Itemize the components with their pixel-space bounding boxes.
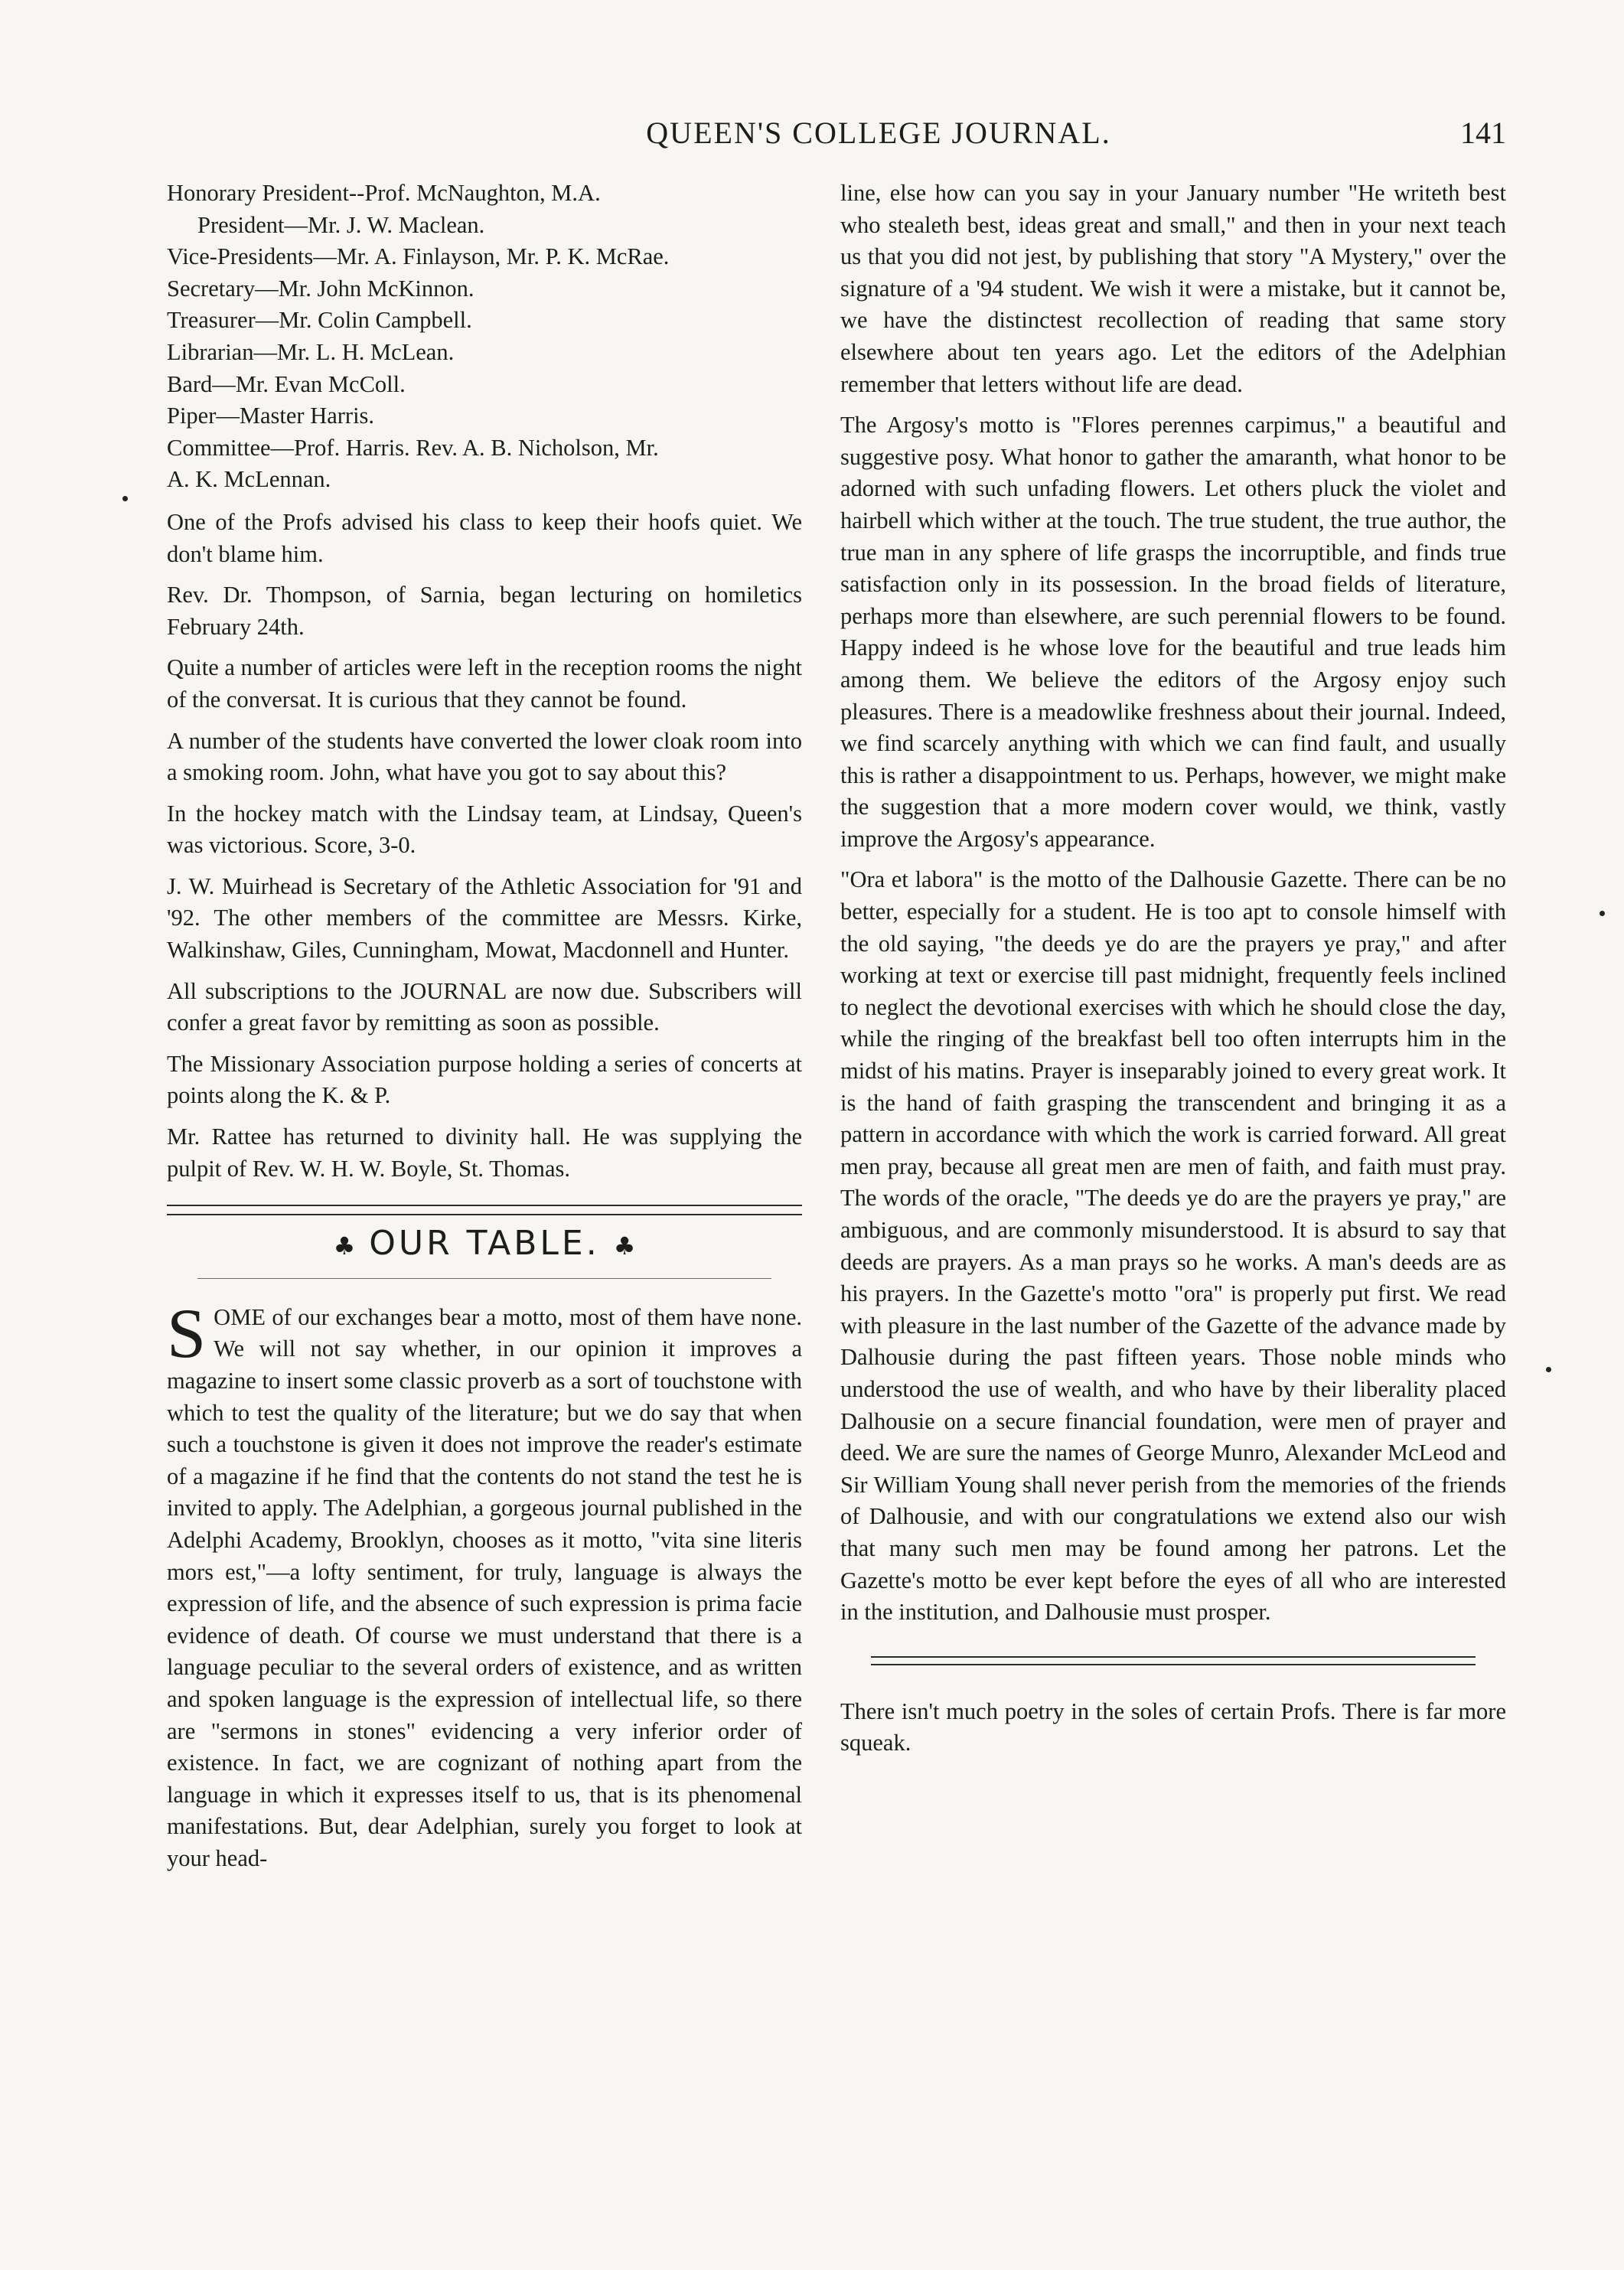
- ornament-icon: ♣: [613, 1231, 636, 1261]
- officer-line: Honorary President--Prof. McNaughton, M.A.: [167, 180, 601, 206]
- ink-speck: [122, 496, 128, 501]
- page-number: 141: [1460, 116, 1506, 150]
- news-item: J. W. Muirhead is Secretary of the Athletic Association for '91 and '92. The other members of the committee are Messrs. Kirke, Walkinshaw, Giles, Cunningham, Mowat, Macdonnell and Hunter.: [167, 872, 802, 964]
- ink-speck: [1600, 911, 1605, 916]
- news-item: All subscriptions to the JOURNAL are now due. Subscribers will confer a great favor by remitting as soon as possible.: [167, 977, 802, 1036]
- news-item: The Missionary Association purpose holding a series of concerts at points along the K. & P.: [167, 1050, 802, 1109]
- officer-line: Bard—Mr. Evan McColl.: [167, 370, 406, 397]
- closing-note: There isn't much poetry in the soles of certain Profs. There is far more squeak.: [840, 1698, 1506, 1756]
- officer-line: President—Mr. J. W. Maclean.: [197, 211, 485, 238]
- running-head: QUEEN'S COLLEGE JOURNAL.: [646, 116, 1111, 150]
- ornament-icon: ♣: [333, 1231, 356, 1261]
- ink-speck: [1546, 1367, 1551, 1372]
- officer-line: A. K. McLennan.: [167, 466, 331, 493]
- right-column: [840, 178, 1506, 1769]
- news-item: In the hockey match with the Lindsay team, at Lindsay, Queen's was victorious. Score, 3-0.: [167, 800, 802, 859]
- section-divider: [871, 1656, 1476, 1665]
- article-paragraph: line, else how can you say in your January number "He writeth best who stealeth best, ideas great and small," and then in your next teach us that you did not jest, by publishing that story "A Mystery," over the signature of a '94 student. We wish it were a mistake, but it cannot be, we have the distinctest recollection of reading that same story elsewhere about ten years ago. Let the editors of the Adelphian remember that letters without life are dead.: [840, 180, 1506, 397]
- officer-line: Librarian—Mr. L. H. McLean.: [167, 338, 455, 365]
- officer-line: Secretary—Mr. John McKinnon.: [167, 275, 474, 302]
- news-item: Mr. Rattee has returned to divinity hall. He was supplying the pulpit of Rev. W. H. W. Boyle, St. Thomas.: [167, 1124, 802, 1182]
- officer-list: [167, 178, 932, 496]
- section-heading: [167, 1224, 802, 1264]
- article-paragraph: "Ora et labora" is the motto of the Dalhousie Gazette. There can be no better, especially for a student. He is too apt to console himself with the old saying, "the deeds ye do are the prayers ye pray," and after working at text or exercise till past midnight, frequently feels inclined to neglect the devotional exercises with which he should close the day, while the ringing of the breakfast bell too often interrupts him in the midst of his matins. Prayer is inseparably joined to every great work. It is the hand of faith grasping the transcendent and bringing it as a pattern in accordance with which the work is carried forward. All great men pray, because all great men are men of faith, and faith must pray. The words of the oracle, "The deeds ye do are the prayers ye pray," are ambiguous, and are commonly misunderstood. It is absurd to say that deeds are prayers. As a man prays so he works. A man's deeds are as his prayers. In the Gazette's motto "ora" is properly put first. We read with pleasure in the last number of the Gazette of the advance made by Dalhousie during the past fifteen years. Those noble minds who understood the use of wealth, and who have by their liberality placed Dalhousie on a secure financial foundation, were men of prayer and deed. We are sure the names of George Munro, Alexander McLeod and Sir William Young shall never perish from the memories of the friends of Dalhousie, and with our congratulations we extend also our wish that many such men may be found among her patrons. Let the Gazette's motto be ever kept before the eyes of all who are interested in the institution, and Dalhousie must prosper.: [840, 866, 1506, 1626]
- heading-underline: [197, 1278, 771, 1279]
- section-title: OUR TABLE.: [369, 1224, 600, 1264]
- our-table-article: [167, 1293, 802, 1875]
- officer-line: Piper—Master Harris.: [167, 403, 375, 429]
- drop-cap: S: [167, 1293, 207, 1372]
- officer-line: Vice-Presidents—Mr. A. Finlayson, Mr. P. K. McRae.: [167, 243, 670, 270]
- article-paragraph: The Argosy's motto is "Flores perennes carpimus," a beautiful and suggestive posy. What honor to gather the amaranth, what honor to be adorned with such unfading flowers. Let others pluck the violet and hairbell which wither at the touch. The true student, the true author, the true man in any sphere of life grasps the incorruptible, and finds true satisfaction only in its possession. In the broad fields of literature, perhaps more than elsewhere, are such perennial flowers to be found. Happy indeed is he whose love for the beautiful and true leads him among them. We believe the editors of the Argosy enjoy such pleasures. There is a meadowlike freshness about their journal. Indeed, we find scarcely anything with which we can find fault, and usually this is rather a disappointment to us. Perhaps, however, we might make the suggestion that a more modern cover would, we think, vastly improve the Argosy's appearance.: [840, 412, 1506, 852]
- article-body: OME of our exchanges bear a motto, most of them have none. We will not say whether, in our opinion it improves a magazine to insert some classic proverb as a sort of touchstone with which to test the quality of the literature; but we do say that when such a touchstone is given it does not improve the reader's estimate of a magazine if he find that the contents do not stand the test he is invited to apply. The Adelphian, a gorgeous journal published in the Adelphi Academy, Brooklyn, chooses as it motto, "vita sine literis mors est,"—a lofty sentiment, for truly, language is always the expression of life, and the absence of such expression is prima facie evidence of death. Of course we must understand that there is a language peculiar to the several orders of existence, and as written and spoken language is the expression of intellectual life, so there are "sermons in stones" evidencing a very inferior order of existence. In fact, we are cognizant of nothing apart from the language in which it expresses itself to us, that is its phenomenal manifestations. But, dear Adelphian, surely you forget to look at your head-: [167, 1303, 802, 1871]
- section-divider: [167, 1205, 802, 1215]
- news-item: Rev. Dr. Thompson, of Sarnia, began lecturing on homiletics February 24th.: [167, 582, 802, 640]
- news-item: Quite a number of articles were left in the reception rooms the night of the conversat. It is curious that they cannot be found.: [167, 654, 802, 713]
- officer-line: Treasurer—Mr. Colin Campbell.: [167, 307, 472, 334]
- news-item: A number of the students have converted the lower cloak room into a smoking room. John, what have you got to say about this?: [167, 727, 802, 786]
- left-column: [167, 178, 932, 1884]
- news-item: One of the Profs advised his class to keep their hoofs quiet. We don't blame him.: [167, 508, 802, 567]
- officer-line: Committee—Prof. Harris. Rev. A. B. Nicholson, Mr.: [167, 434, 659, 461]
